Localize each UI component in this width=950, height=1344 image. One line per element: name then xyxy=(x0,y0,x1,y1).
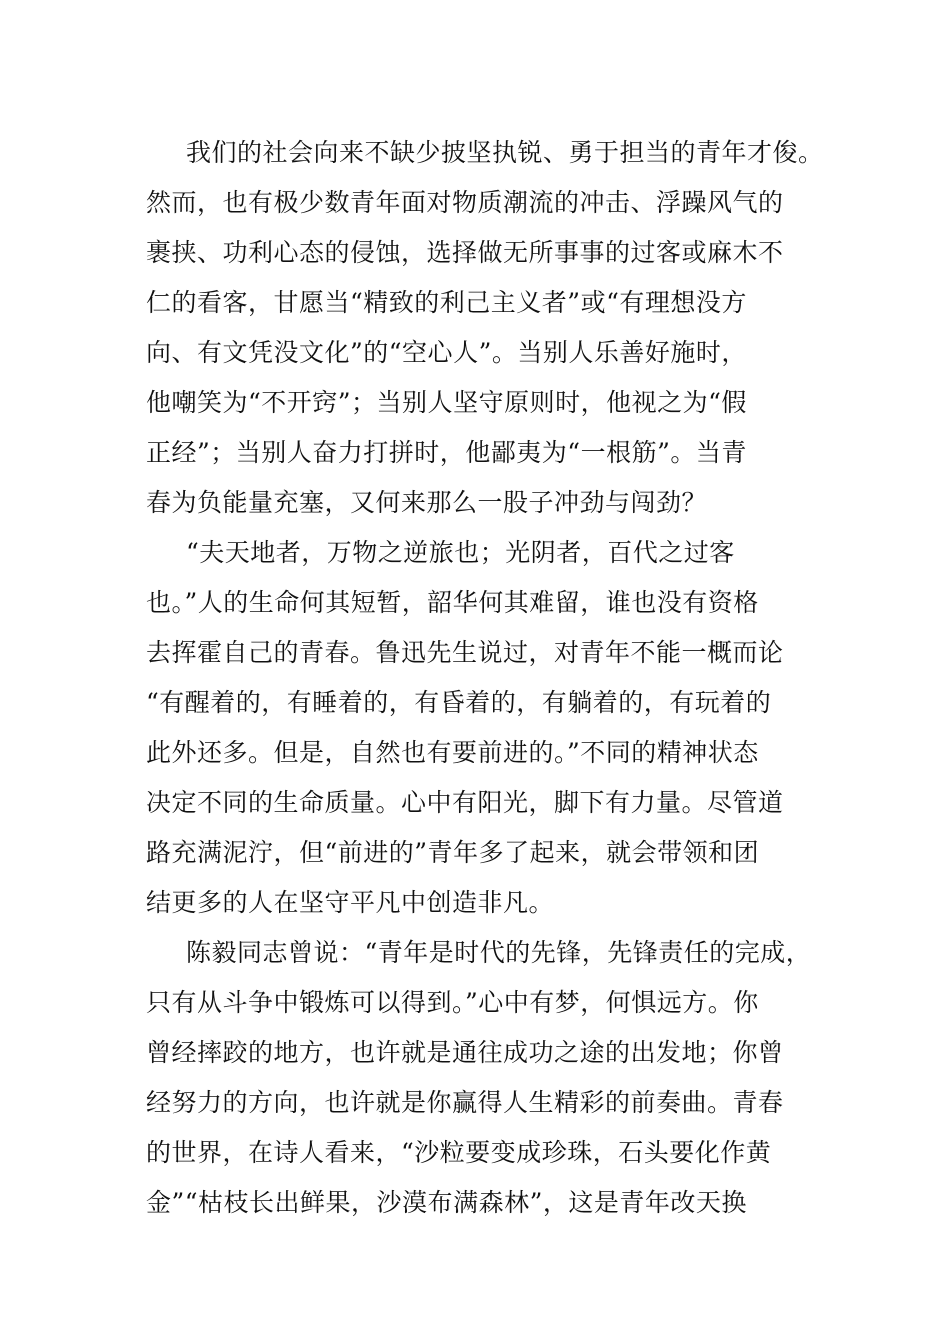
text-line: 正经”；当别人奋力打拼时，他鄙夷为“一根筋”。当青 xyxy=(146,438,747,467)
text-line: “有醒着的，有睡着的，有昏着的，有躺着的，有玩着的 xyxy=(146,688,772,717)
document-page xyxy=(146,128,826,1228)
paragraph-1 xyxy=(146,128,826,528)
text-line: 也。”人的生命何其短暂，韶华何其难留，谁也没有资格 xyxy=(146,588,759,617)
text-line: 陈毅同志曾说：“青年是时代的先锋，先锋责任的完成， xyxy=(186,938,812,967)
text-line: 曾经摔跤的地方，也许就是通往成功之途的出发地；你曾 xyxy=(146,1038,784,1067)
text-line: 仁的看客，甘愿当“精致的利己主义者”或“有理想没方 xyxy=(146,288,747,317)
text-line: “夫天地者，万物之逆旅也；光阴者，百代之过客 xyxy=(186,538,735,567)
paragraph-2 xyxy=(146,528,826,928)
text-line: 路充满泥泞，但“前进的”青年多了起来，就会带领和团 xyxy=(146,838,760,867)
text-line: 此外还多。但是，自然也有要前进的。”不同的精神状态 xyxy=(146,738,759,767)
text-line: 他嘲笑为“不开窍”；当别人坚守原则时，他视之为“假 xyxy=(146,388,747,417)
text-line: 裹挟、功利心态的侵蚀，选择做无所事事的过客或麻木不 xyxy=(146,238,784,267)
text-line: 去挥霍自己的青春。鲁迅先生说过，对青年不能一概而论 xyxy=(146,638,784,667)
text-line: 结更多的人在坚守平凡中创造非凡。 xyxy=(146,888,555,917)
text-line: 金”“枯枝长出鲜果，沙漠布满森林”，这是青年改天换 xyxy=(146,1188,747,1217)
paragraph-3 xyxy=(146,928,826,1228)
text-line: 然而，也有极少数青年面对物质潮流的冲击、浮躁风气的 xyxy=(146,188,784,217)
text-line: 我们的社会向来不缺少披坚执锐、勇于担当的青年才俊。 xyxy=(186,138,824,167)
text-line: 向、有文凭没文化”的“空心人”。当别人乐善好施时， xyxy=(146,338,747,367)
text-line: 只有从斗争中锻炼可以得到。”心中有梦，何惧远方。你 xyxy=(146,988,759,1017)
text-line: 决定不同的生命质量。心中有阳光，脚下有力量。尽管道 xyxy=(146,788,784,817)
text-line: 的世界，在诗人看来，“沙粒要变成珍珠，石头要化作黄 xyxy=(146,1138,772,1167)
text-line: 春为负能量充塞，又何来那么一股子冲劲与闯劲？ xyxy=(146,488,708,517)
text-line: 经努力的方向，也许就是你赢得人生精彩的前奏曲。青春 xyxy=(146,1088,784,1117)
